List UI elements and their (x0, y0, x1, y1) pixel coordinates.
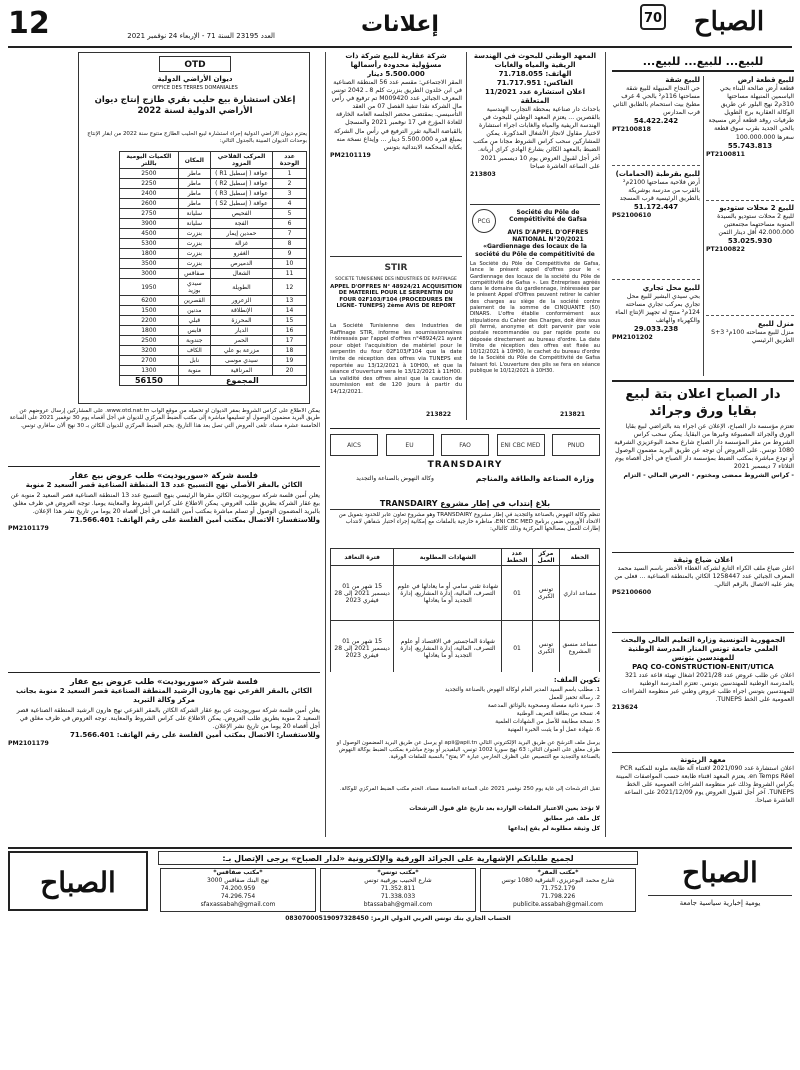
table-cell: الزعرور (210, 296, 272, 306)
table-row (120, 249, 307, 259)
table-cell: الفحيص (210, 209, 272, 219)
note-item: كل وثيقة مطلوبة لم يقع إيداعها (508, 826, 600, 832)
transdairy-notes (330, 804, 600, 840)
office-email[interactable]: sfaxassabah@gmail.com (200, 901, 276, 908)
table-cell: 9 (273, 249, 307, 259)
table-cell: جندوبة (178, 336, 210, 346)
enit-title: الجمهورية التونسية وزارة التعليم العالي والبحث العلمي جامعة تونس المنار المدرسة الوطنية للمهندسين بتونس (621, 636, 785, 662)
table-cell: مساعد منسق المشروع (560, 621, 600, 673)
table-cell: المرناقية (210, 366, 272, 376)
table-cell: منوبة (178, 366, 210, 376)
table-cell: 1 (273, 169, 307, 179)
table-header-cell: عدد الوحدة (273, 152, 307, 169)
table-cell: قبلي (178, 316, 210, 326)
note-item: كل ملف غير مطابق (543, 816, 600, 822)
office-block (480, 868, 636, 912)
classified-ad (706, 204, 794, 316)
lost-body: اعلن ضياع ملف الكراء التابع لشركة الغطاء الأخضر باسم السيد محمد المعرف الجبائي عدد 1258447 الكائن بالمنطقة الصناعية ... فعلى من يعثر عليه الاتصال بالرقم التالي. (614, 565, 794, 589)
table-cell: 2500 (120, 336, 179, 346)
ministry-name: وزارة الصناعة والطاقة والمناجم (475, 474, 595, 483)
transdairy-notice (330, 432, 600, 842)
office-name: *مكتب تونس* (377, 869, 419, 876)
table-cell: 5 (273, 209, 307, 219)
table-cell: 17 (273, 336, 307, 346)
sourouja-notice-2 (8, 676, 320, 841)
table-row (120, 239, 307, 249)
stir-logo: STIR (384, 263, 408, 273)
ad-body: للبيع 2 محلات ستوديو بالسيدة المنوبة مساحتهما مجتمعتين 42.000.000 أقل دينار الثمن (717, 213, 794, 237)
table-cell: 2250 (120, 179, 179, 189)
table-row (120, 279, 307, 296)
table-cell: 2 (273, 179, 307, 189)
table-cell: 19 (273, 356, 307, 366)
ad-title: للبيع 2 محلات ستوديو (719, 204, 794, 212)
table-cell: 16 (273, 326, 307, 336)
table-cell: شهادة تقني سامي أو ما يعادلها في علوم التصرف، المالية، إدارة المشاريع، إدارة التجديد أو ما يعادلها (394, 566, 502, 621)
org-title: المعهد الوطني للبحوث في الهندسة الريفية والمياه والغابات (473, 52, 597, 69)
table-row (120, 269, 307, 279)
table-cell: عوافة ( إسطبل R2 ) (210, 179, 272, 189)
ad-title: للبيع بقرطبة (الحمامات) (615, 170, 700, 178)
ad-ref: PM2101202 (612, 334, 653, 342)
gafsa-body: La Société du Pôle de Compétitivité de Gafsa, lance le présent appel d'offres pour le « Gardiennage des locaux de la société du Pôle de compétitivité de Gafsa ». Les Entreprises agréés dans le domaine du gardiennage, intéressées par le présent Appel d'Offres peuvent retirer le cahier des charges au siège de la société contre paiement de la somme de CINQUANTE (50) DINARS. L'offre établie conformément aux stipulations du Cahier des Charges, doit être sous pli fermé, anonyme et doit parvenir par voie postale recommandée ou par rapide poste ou déposée directement au bureau d'ordre. La date limite de réception des offres est fixée au 10/12/2021 à 10H00, le cachet du bureau d'ordre de la Société du Pôle de Compétitivité de Gafsa faisant foi. L'ouverture des plis se fera en séance publique le 10/12/2021 à 10H30. (470, 261, 600, 375)
table-cell: 1500 (120, 306, 179, 316)
office-list (158, 868, 638, 912)
table-cell: قابس (178, 326, 210, 336)
table-row (120, 179, 307, 189)
section-title: إعلانات (361, 12, 439, 37)
office-tel: 71.752.179 (540, 885, 576, 892)
table-cell: حمدين إيمار (210, 229, 272, 239)
table-header-cell: الخطة (560, 549, 600, 566)
table-cell: 2400 (120, 189, 179, 199)
sale-subtitle: الكائن بالمقر الأصلي نهج التسبيح عدد 13 المنطقة الصناعية قصر السعيد 2 منوبة (25, 481, 303, 489)
file-item: 4. نسخة من بطاقة التعريف الوطنية (516, 711, 600, 717)
table-cell: 2600 (120, 199, 179, 209)
org-fax: الفاكس: 71.717.951 (496, 79, 574, 87)
table-cell: عوافة ( إسطبل R1 ) (210, 169, 272, 179)
table-cell: 8 (273, 239, 307, 249)
page-header (0, 0, 800, 46)
stir-tender (330, 256, 462, 420)
table-cell: نابل (178, 356, 210, 366)
enit-tender-notice (612, 636, 794, 748)
office-name: *مكتب المقر* (537, 869, 579, 876)
company-capital-notice (330, 52, 462, 252)
table-cell: ماطر (178, 189, 210, 199)
zitouna-body: اعلان استشارة عدد 2021/090 لاقتناء آلة طابعة ملونة للمكتبة PCR en Temps Réel. يعتزم المعهد اقتناء طابعة حسب المواصفات المبينة بكراس الشروط وذلك عبر منظومة الشراءات العمومية على الخط TUNEPS. آخر أجل لقبول العروض يوم 2021/12/09 على الساعة العاشرة صباحا. (615, 765, 794, 805)
table-cell: شهادة الماجستير في الاقتصاد أو علوم التصرف، المالية، إدارة المشاريع، إدارة التجديد أو ما يعادلها (394, 621, 502, 673)
ad-ref: PT2100818 (612, 126, 651, 134)
notice-body: تعتزم مؤسسة دار الصباح، الإعلان عن اجراء بتة بالتراضي لبيع بقايا الورق والجرائد المصبوغة وغيرها من البقايا. يمكن سحب كراس الشروط من مقر المؤسسة دار الصباح شارع محمد البوعزيزي الشرقية 1080 تونس. على العروض أن توجه عن طريق البريد مضمون الوصول أو تودع مباشرة بمكتب الضبط بمؤسسة دار الصباح في أجل أقصاه يوم الثلاثاء 7 ديسمبر 2021 (614, 423, 794, 471)
transdairy-body2: تقبل الترشحات إلى غاية يوم 250 نوفمبر 2021 على الساعة الخامسة مساء. الختم مكتب الضبط المركزي للوكالة. (339, 786, 600, 792)
enit-code: 213624 (612, 704, 638, 712)
table-cell: 01 (502, 566, 532, 621)
table-cell: بنزرت (178, 229, 210, 239)
bank-account: الحساب الجاري بنك تونس العربي الدولي الرمز: 08307000519097328450 (285, 915, 511, 922)
table-cell: تونس الكبرى (532, 566, 560, 621)
classified-ad (706, 76, 794, 201)
sale-body: يعلن أمين فلسة شركة سوريوديت عن بيع عقار الشركة الكائن بالمقر الفرعي نهج هارون الرشيد المنطقة الصناعية قصر السعيد 2 منوبة بطريق طلب العروض. يمكن الاطلاع على كراس الشروط والمعاينة. توجه العروض في ظرف مغلق في أجل أقصاه 20 يوما من تاريخ نشر الإعلان. (16, 707, 320, 731)
transdairy-body: يرسل ملف الترشح عن طريق البريد الإلكتروني التالي apii@apii.tn أو يرسل عن طريق البريد المضمون الوصول أو ظرف مغلق على العنوان التالي: 63 نهج سوريا 1002 تونس، البلفيدير أو يودع مباشرة بمكتب الضبط بوكالة النهوض بالصناعة والتجديد مع التنصيص على الظرف الخارجي عبارة "لا يفتح" بالنسبة للملفات الورقية. (336, 740, 600, 760)
ad-phone: 54.422.242 (633, 117, 679, 126)
table-cell: 3000 (120, 269, 179, 279)
table-row (120, 316, 307, 326)
table-cell: 2200 (120, 316, 179, 326)
paper-sale-notice (612, 386, 794, 548)
ad-ref: PS2100610 (612, 212, 652, 220)
sourouja-notice-1 (8, 470, 320, 670)
table-cell: بنزرت (178, 259, 210, 269)
file-item: 1. مطلب باسم السيد المدير العام لوكالة النهوض بالصناعة والتجديد (444, 687, 600, 693)
table-cell: سليانة (178, 219, 210, 229)
ad-body: قطعة أرض صالحة للبناء بحي الياسمين المنيهلة مساحتها 310م2 نهج البلور عن طريق الوكالة العقارية برج الطويل طرفيات روقد قطعة أرض مسيجة بالحي الجديد بقرب سوق قطعة سعرها 100.000.000 (708, 85, 794, 141)
table-row (120, 199, 307, 209)
table-cell: 10 (273, 259, 307, 269)
table-cell: الغفرو (210, 249, 272, 259)
table-row (120, 296, 307, 306)
office-email[interactable]: btassabah@gmail.com (363, 901, 433, 908)
table-cell: بنزرت (178, 249, 210, 259)
sale-ref: PM2101179 (8, 740, 49, 748)
gafsa-tender (470, 204, 600, 420)
table-header-cell: مركز العمل (532, 549, 560, 566)
table-row (120, 336, 307, 346)
office-tel: 74.200.959 (220, 885, 256, 892)
table-row (120, 366, 307, 376)
table-cell: ماطر (178, 199, 210, 209)
ad-title: منزل للبيع (757, 320, 794, 328)
transdairy-table-wrap (330, 548, 600, 672)
table-row (120, 306, 307, 316)
table-cell: 13 (273, 296, 307, 306)
sale-subtitle: الكائن بالمقر الفرعي نهج هارون الرشيد المنطقة الصناعية قصر السعيد 2 منوبة بجانب مركز وكالة التبريد (16, 687, 312, 704)
footer-logo-text: الصباح (40, 866, 116, 899)
gafsa-logo: PCG (472, 209, 496, 233)
table-cell: 3500 (120, 259, 179, 269)
table-cell: 7 (273, 229, 307, 239)
file-label: تكوين الملف: (553, 676, 600, 684)
table-total-label: المجموع (178, 376, 306, 386)
sale-contact: وللاستفسار: الاتصال بمكتب أمين الفلسة على رقم الهاتف: 71.566.401 (70, 731, 320, 740)
table-row (120, 169, 307, 179)
col-otd (8, 52, 320, 462)
office-addr: نهج البنك صفاقس 3000 (207, 877, 269, 884)
table-header-cell: المركب الفلاحي المزود (210, 152, 272, 169)
stir-code: 213822 (426, 411, 452, 418)
office-fax: 71.338.033 (380, 893, 416, 900)
notice-title: دار الصباح اعلان بتة لبيع بقايا ورق وجرائد (625, 387, 781, 419)
table-header-cell: الكميات اليومية باللتر (120, 152, 179, 169)
table-cell: المحرزة (210, 316, 272, 326)
stir-title: APPEL D'OFFRES N° 48924/21 ACQUISITION DE MATERIEL POUR LE SERPENTIN DU FOUR 02F103/F104 (PROCEDURES EN LIGNE- TUNEPS) 2ème AVIS DE REPORT (330, 284, 462, 310)
transdairy-intro: تنظم وكالة النهوض بالصناعة والتجديد في إطار مشروع TRANSDAIRY وهو مشروع تعاون عابر للحدود بتمويل من الاتحاد الأوروبي ضمن برنامج ENI CBC MED، مناظرة خارجية بالملفات مع إمكانية إجراء اختبار شفاهي لانتداب إطارات للعمل بمصالحها المركزية وذلك كالتالي: (338, 512, 600, 533)
file-item: 5. نسخة مطابقة للأصل من الشهادات العلمية (495, 719, 600, 725)
otd-frame (78, 52, 310, 404)
aics-logo: AICS (330, 434, 378, 456)
ad-phone: 29.033.238 (633, 325, 679, 334)
office-addr: شارع الحبيب بورقيبة تونس (364, 877, 432, 884)
classified-ad (706, 320, 794, 370)
col-classifieds (612, 52, 794, 842)
inrgref-notice (470, 52, 600, 200)
table-cell: ماطر (178, 169, 210, 179)
table-row (331, 621, 600, 673)
ad-title: للبيع شقة (665, 76, 700, 84)
office-email[interactable]: publicite.assabah@gmail.com (513, 901, 603, 908)
zitouna-notice (612, 756, 794, 842)
file-item: 2. رسالة تحفيز للعمل (549, 695, 600, 701)
ad-body: بحي سيدي البشير للبيع محل تجاري بمركب تجاري مساحته 124م² منتج له تجهيز الإنتاج الماء والكهرباء والهاتف (615, 293, 700, 325)
ad-title: للبيع قطعة أرض (737, 76, 794, 84)
table-cell: 15 (273, 316, 307, 326)
ad-ref: PT2100822 (706, 246, 745, 254)
table-cell: 18 (273, 346, 307, 356)
ad-phone: 51.172.447 (633, 203, 679, 212)
transdairy-title: بلاغ إنتداب في إطار مشروع TRANSDAIRY (330, 498, 600, 510)
sale-ref: PM2101179 (8, 525, 49, 533)
table-cell: غزالة (210, 239, 272, 249)
table-cell: 01 (502, 621, 532, 673)
table-cell: 20 (273, 366, 307, 376)
masthead-name: الصباح (693, 7, 765, 37)
table-cell: 14 (273, 306, 307, 316)
table-cell: 6 (273, 219, 307, 229)
partner-logos (330, 434, 600, 456)
otd-table-wrap (119, 151, 307, 397)
table-cell: الشعال (210, 269, 272, 279)
org-subtitle: اعلان استشارة عدد 11/2021 المتعلقة (484, 88, 586, 105)
stir-org: SOCIETE TUNISIENNE DES INDUSTRIES DE RAFFINAGE (335, 277, 457, 282)
table-cell: صفاقس (178, 269, 210, 279)
table-cell: الديار (210, 326, 272, 336)
sale-body: يعلن أمين فلسة شركة سوريوديت الكائن مقرها الرئيسي بنهج التسبيح عدد 13 المنطقة الصناعية قصر السعيد 2 منوبة عن بيع عقار الشركة بطريق طلب العروض. يمكن الاطلاع على كراس الشروط والمعاينة يوميا. توجه العروض في ظرف مغلق بالبريد المضمون الوصول أو تسلم مباشرة بمكتب أمين الفلسة في أجل أقصاه 20 يوما من تاريخ نشر هذا الإعلان. (10, 492, 320, 516)
org-body: باحداث دار صناعية بمحطة التجارب الهندسية بالقصرين ... يعتزم المعهد الوطني للبحوث في الهندسة الريفية والمياه والغابات اجراء استشارة لاختيار مقاول لانجاز الأشغال المذكورة. يمكن للمشاركين سحب كراس الشروط مجانا من مكتب الضبط بالمعهد الكائن بشارع الهادي كراي أريانة. آخر أجل لقبول العروض يوم 10 ديسمبر 2021 على الساعة العاشرة صباحا (473, 106, 600, 170)
issue-info: العدد 23195 السنة 71 - الإربعاء 24 نوفمبر 2021 (127, 32, 275, 40)
table-cell: الفجة (210, 219, 272, 229)
table-cell: 3200 (120, 346, 179, 356)
table-cell: 4500 (120, 229, 179, 239)
table-row (120, 346, 307, 356)
footer-tagline: يومية إخبارية سياسية جامعة (648, 895, 792, 909)
ad-phone: 53.025.930 (727, 237, 773, 246)
sale-title: فلسة شركة «سوريوديت» طلب عروض بيع عقار (70, 677, 258, 686)
table-cell: 2750 (120, 209, 179, 219)
table-cell: الكاف (178, 346, 210, 356)
enit-body: اعلان عن طلب عروض عدد 2021/28 اشغال تهيئة قاعة عدد 321 بالمدرسة الوطنية للمهندسين بتونس. تعتزم المدرسة الوطنية للمهندسين بتونس اجراء طلب عروض وطني عبر منظومة الشراءات العمومية على الخط TUNEPS. (621, 672, 794, 704)
gafsa-code: 213821 (560, 411, 586, 418)
table-cell: 6200 (120, 296, 179, 306)
classified-ad (612, 76, 700, 166)
office-fax: 71.798.226 (540, 893, 576, 900)
table-row (120, 356, 307, 366)
table-cell: عوافة ( إسطبل S2 ) (210, 199, 272, 209)
otd-intro: يعتزم ديوان الأراضي الدولية إجراء استشارة لبيع الحليب الطازج منتوج سنة 2022 من أبقار الإنتاج بوحدات الديوان المبينة بالجدول التالي: (87, 131, 307, 144)
seventy-years-badge: 70 (640, 4, 666, 30)
eni-cbc-med-logo: ENI CBC MED (497, 434, 545, 456)
eu-flag-logo: EU (386, 434, 434, 456)
table-header-cell: المكان (178, 152, 210, 169)
file-item: 3. سيرة ذاتية مفصلة ومصحوبة بالوثائق المدعمة (487, 703, 600, 709)
table-cell: عوافة ( إسطبل R3 ) (210, 189, 272, 199)
org-code: 213803 (470, 170, 496, 178)
table-cell: سيدي موسى (210, 356, 272, 366)
table-cell: الطويلة (210, 279, 272, 296)
table-total-value: 56150 (120, 376, 179, 386)
ad-title: للبيع محل تجاري (642, 284, 700, 292)
lost-document-notice (612, 556, 794, 628)
stir-body: La Société Tunisienne des Industries de Raffinage STIR, informe les soumissionnaires intéressés par l'appel d'offres n°48924/21 ayant pour objet l'acquisition de matériel pour le serpentin du four 02F103/F104 que la date limite de réception des offres via TUNEPS est reportée au 13/12/2021 à 10H00, et que la séance d'ouverture sera le 13/12/2021 à 11H00. La validité des offres ainsi que la caution de soumission est de 120 jours à partir du 14/12/2021. (330, 323, 462, 395)
table-row (120, 189, 307, 199)
table-cell: تونس الكبرى (532, 621, 560, 673)
company-body: المقر الاجتماعي: مقسم عدد 56 المنطقة الصناعية في ابن خلدون الطريق بنزرت كلم 8 ـ 2042 تونس المعرف الجبائي عدد M009420 تم ترفيع في رأس مال الشركة نقدا تنفيذ الفصل 07 من العقد التأسيسي. بمقتضى محضر الجلسة العامة الخارقة للعادة المؤرخ في 17 نوفمبر 2021 والمسجل بالقباضة المالية تقرر الترفيع في رأس مال الشركة بمبلغ قدره 5.500.000 دينار ... وإيداع نسخة منه بكتابة المحكمة الابتدائية بتونس (331, 79, 462, 151)
table-header-cell: الشهادات المطلوبة (394, 549, 502, 566)
office-name: *مكتب صفاقس* (213, 869, 263, 876)
table-cell: 11 (273, 269, 307, 279)
table-header-cell: فترة التعاقد (331, 549, 394, 566)
table-cell: سليانة (178, 209, 210, 219)
table-cell: 15 شهر من 01 ديسمبر 2021 إلى 28 فيفري 2023 (331, 621, 394, 673)
table-row (120, 259, 307, 269)
gafsa-subtitle: AVIS D'APPEL D'OFFRES NATIONAL N°20/2021 (507, 229, 589, 243)
file-items (330, 686, 600, 738)
lost-ref: PS2100600 (612, 589, 652, 597)
table-cell: سيدي بوزيد (178, 279, 210, 296)
company-code: PM2101119 (330, 151, 371, 159)
sale-title: فلسة شركة «سوريوديت» طلب عروض بيع عقار (70, 471, 258, 480)
table-cell: 3 (273, 189, 307, 199)
otd-name: ديوان الأراضي الدولية (157, 75, 233, 83)
note-item: لا تؤخذ بعين الاعتبار الملفات الواردة بعد تاريخ غلق قبول الترشحات (409, 806, 600, 812)
table-cell: 1800 (120, 326, 179, 336)
table-header-cell: عدد الخطط (502, 549, 532, 566)
notice-items: - كراس الشروط ممضى ومختوم - العرض المالي - التزام (623, 471, 794, 479)
table-cell: 4 (273, 199, 307, 209)
table-cell: 15 شهر من 01 ديسمبر 2021 إلى 28 فيفري 2023 (331, 566, 394, 621)
classifieds-title: للبيع... للبيع... للبيع... (612, 52, 794, 72)
table-cell: 1800 (120, 249, 179, 259)
office-fax: 74.296.754 (220, 893, 256, 900)
office-block (320, 868, 476, 912)
office-addr: شارع محمد البوعزيزي، الشرقية 1080 تونس (501, 877, 615, 884)
table-cell: مزرعة بو علي (210, 346, 272, 356)
classified-ad (612, 170, 700, 280)
table-row (120, 209, 307, 219)
otd-logo: OTD (159, 56, 231, 72)
milk-table (119, 151, 307, 386)
enit-ref: PAQ CO-CONSTRUCTION-ENIT/UTICA (632, 663, 774, 671)
apii-name: وكالة النهوض بالصناعة والتجديد (356, 475, 434, 482)
table-cell: ماطر (178, 179, 210, 189)
table-cell: الإنطلاقة (210, 306, 272, 316)
page-number: 12 (8, 6, 50, 41)
positions-table (330, 548, 600, 672)
table-row (120, 229, 307, 239)
transdairy-brand: TRANSDAIRY (427, 460, 503, 470)
undp-logo: PNUD (552, 434, 600, 456)
table-cell: مدنين (178, 306, 210, 316)
lost-title: اعلان ضياع وثيقة (673, 556, 733, 564)
table-cell: 12 (273, 279, 307, 296)
footer-title: لجميع طلباتكم الإشهارية على الجرائد الورقية والإلكترونية «لدار الصباح» يرجى الإتصال بـ: (158, 851, 638, 865)
file-item: 6. شهادة عمل أو ما يثبت الخبرة المهنية (507, 727, 600, 733)
ad-ref: PT2100811 (706, 150, 745, 158)
table-cell: 1300 (120, 366, 179, 376)
table-row (331, 566, 600, 621)
table-cell: بنزرت (178, 239, 210, 249)
classified-ad (612, 284, 700, 374)
office-tel: 71.352.811 (380, 885, 416, 892)
table-row (120, 326, 307, 336)
masthead-logo (640, 4, 790, 42)
table-cell: 2700 (120, 356, 179, 366)
otd-body: يمكن الاطلاع على كراس الشروط بمقر الديوان أو تحميله من موقع الواب www.otd.nat.tn. على المشاركين إرسال عروضهم عن طريق البريد مضمون الوصول أو تسليمها مباشرة إلى مكتب الضبط المركزي للديوان في أجل أقصاه يوم 30 نوفمبر 2021 على الساعة الخامسة عشرة مساء. تلغى العروض التي تصل بعد هذا التاريخ. بختم الضبط المركزي للديوان الكائن بـ 30 نهج ألان سافاري تونس. (9, 408, 320, 429)
org-phone: الهاتف: 71.718.055 (498, 70, 572, 78)
footer-logo-name: الصباح (682, 856, 758, 889)
otd-title: إعلان استشارة بيع حليب بقري طازج إنتاج ديوان الأراضي الدولية لسنة 2022 (94, 95, 296, 116)
table-cell: 3900 (120, 219, 179, 229)
ad-body: حي النجاح المنيهلة للبيع شقة مساحتها 116م² بالحي 4 غرف مطبخ بيت استحمام بالطابق الثاني قرب المدارس (612, 85, 700, 117)
otd-latin: OFFICE DES TERRES DOMANIALES (152, 85, 238, 91)
table-cell: مساعد اداري (560, 566, 600, 621)
ad-body: منزل للبيع مساحته 100م² S+3 الطريق الرئيسي (711, 329, 794, 345)
footer-logo-right (648, 851, 792, 911)
table-cell: 5300 (120, 239, 179, 249)
col-tenders (330, 52, 600, 422)
sale-contact: وللاستفسار: الاتصال بمكتب أمين الفلسة على رقم الهاتف: 71.566.401 (70, 516, 320, 525)
table-row (120, 219, 307, 229)
fao-logo: FAO (441, 434, 489, 456)
office-block (160, 868, 316, 912)
table-cell: الدميرص (210, 259, 272, 269)
table-cell: 1950 (120, 279, 179, 296)
table-cell: القصرين (178, 296, 210, 306)
table-cell: الحمر (210, 336, 272, 346)
gafsa-title: Société du Pôle de Compétitivité de Gafsa (509, 209, 587, 223)
footer-logo-left (8, 851, 148, 911)
zitouna-title: معهد الزيتونة (680, 756, 726, 764)
company-title: شركة عقارية للبيع شركة ذات مسؤولية محدودة رأسمالها 5.500.000 دينار (345, 52, 447, 78)
gafsa-heading: «Gardiennage des locaux de la société du Pôle de compétitivité de (475, 243, 595, 258)
table-cell: 2500 (120, 169, 179, 179)
ad-body: أرض فلاحية مساحتها 2100م² بالقرب من مدرسة بوشريكة بالطريق الرئيسية قرب المسجد (619, 179, 700, 203)
footer (8, 851, 792, 1063)
ad-phone: 55.743.813 (727, 141, 773, 150)
